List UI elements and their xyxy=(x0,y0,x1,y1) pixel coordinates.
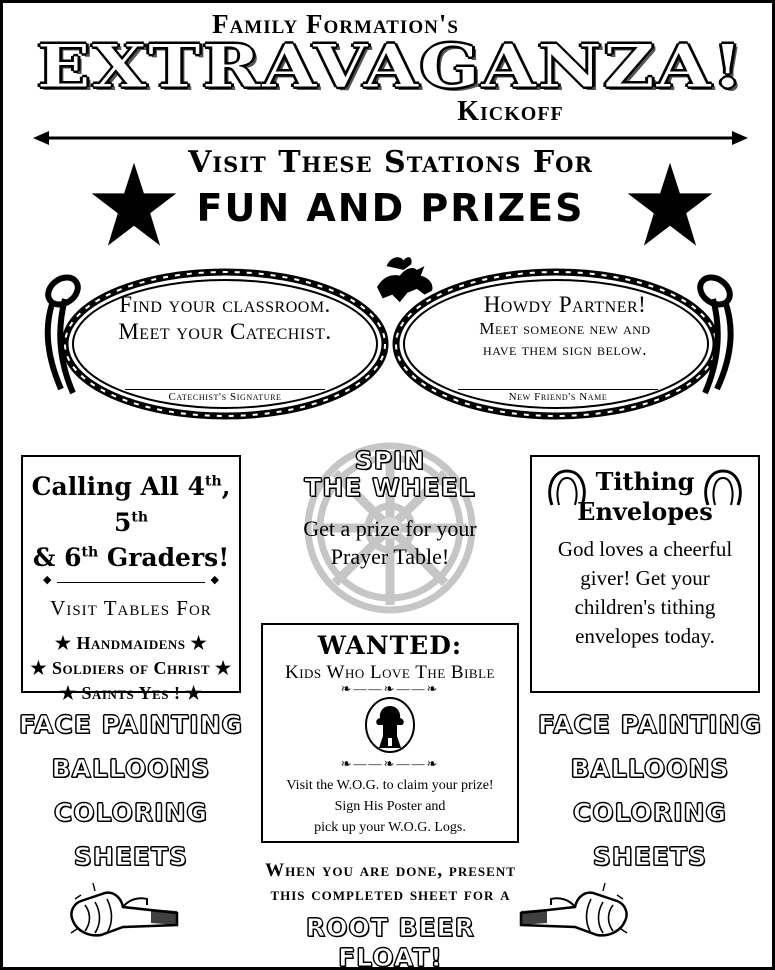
activities-left xyxy=(11,703,251,879)
activity-balloons: BALLOONS xyxy=(570,754,730,783)
howdy-instruction xyxy=(415,291,715,360)
activity-coloring-sheets: COLORING SHEETS xyxy=(54,798,208,871)
wheel-title-line1: SPIN xyxy=(354,446,426,475)
poster-main-title: EXTRAVAGANZA! xyxy=(36,32,745,102)
footer-line2: this completed sheet for a xyxy=(270,884,511,905)
list-item: ★ Soldiers of Christ ★ xyxy=(30,657,232,678)
activity-balloons: BALLOONS xyxy=(51,754,211,783)
presenter-title: Family Formation's xyxy=(212,9,459,39)
footer-line1: When you are done, present xyxy=(265,860,516,881)
flourish-divider: ❧——❧——❧ xyxy=(340,756,440,771)
wanted-heading: WANTED: xyxy=(317,631,463,660)
flourish-divider: ❧——❧——❧ xyxy=(340,681,440,696)
pointing-hand-icon xyxy=(65,869,185,959)
wheel-sub-line1: Get a prize for your xyxy=(303,516,477,541)
graders-heading-line1-text: Calling All 4th, 5th xyxy=(31,472,231,537)
catechist-signature-caption: Catechist's Signature xyxy=(168,391,282,403)
classroom-line2: Meet your Catechist. xyxy=(118,319,332,344)
activity-face-painting: FACE PAINTING xyxy=(18,710,244,739)
poster-header xyxy=(3,7,775,128)
wanted-foot-line2: Sign His Poster and xyxy=(334,799,446,814)
tithing-heading-line2: Envelopes xyxy=(577,497,713,526)
list-item: ★ Handmaidens ★ xyxy=(54,632,208,653)
wheel-sub-line2: Prayer Table! xyxy=(330,544,450,569)
graders-subheading: Visit Tables For xyxy=(50,595,212,620)
graders-box xyxy=(21,455,241,703)
tithing-body-line2: giver! Get your xyxy=(580,566,710,590)
friend-signature-line[interactable] xyxy=(458,389,658,390)
tithing-body-line4: envelopes today. xyxy=(575,624,715,648)
stations-line1: Visit These Stations For xyxy=(188,145,593,180)
arrow-divider xyxy=(33,131,748,145)
wanted-box xyxy=(261,623,519,843)
horseshoe-icon xyxy=(544,467,590,507)
catechist-signature-line[interactable] xyxy=(125,389,325,390)
footer-prize-line2: FLOAT! xyxy=(338,943,443,970)
activity-coloring-sheets: COLORING SHEETS xyxy=(573,798,727,871)
wanted-foot-line1: Visit the W.O.G. to claim your prize! xyxy=(286,778,494,793)
wanted-foot-line3: pick up your W.O.G. Logs. xyxy=(314,820,466,835)
graders-heading-line2-text: & 6th Graders! xyxy=(32,542,230,572)
footer-prize-line1: ROOT BEER xyxy=(306,913,475,942)
graders-heading-line2 xyxy=(23,538,239,573)
diamond-divider xyxy=(45,582,217,589)
activity-face-painting: FACE PAINTING xyxy=(537,710,763,739)
tithing-body-line3: children's tithing xyxy=(574,595,716,619)
wanted-subheading: Kids Who Love The Bible xyxy=(284,662,495,683)
tithing-body-line1: God loves a cheerful xyxy=(557,537,733,561)
stations-line2: FUN AND PRIZES xyxy=(196,186,585,230)
howdy-line1: Howdy Partner! xyxy=(483,292,647,317)
rope-section xyxy=(3,249,775,439)
poster-subtitle: Kickoff xyxy=(457,96,564,127)
tithing-box xyxy=(530,455,760,693)
star-icon xyxy=(89,161,179,251)
howdy-line2: Meet someone new and xyxy=(479,319,651,338)
graders-heading-line1 xyxy=(23,467,239,538)
friend-signature-caption: New Friend's Name xyxy=(508,391,608,403)
pointing-hand-icon xyxy=(513,869,633,959)
graders-table-list xyxy=(23,631,239,706)
classroom-instruction xyxy=(75,291,375,345)
wheel-title-line2: THE WHEEL xyxy=(304,473,476,502)
list-item: ★ Saints Yes ! ★ xyxy=(59,682,203,703)
star-icon xyxy=(625,161,715,251)
howdy-line3: have them sign below. xyxy=(483,340,647,359)
tithing-heading-line1: Tithing xyxy=(595,467,695,496)
wanted-poster-portrait-icon xyxy=(355,696,425,754)
activities-right xyxy=(530,703,770,879)
classroom-line1: Find your classroom. xyxy=(119,292,331,317)
spin-the-wheel-section xyxy=(261,433,519,623)
horseshoe-icon xyxy=(700,467,746,507)
